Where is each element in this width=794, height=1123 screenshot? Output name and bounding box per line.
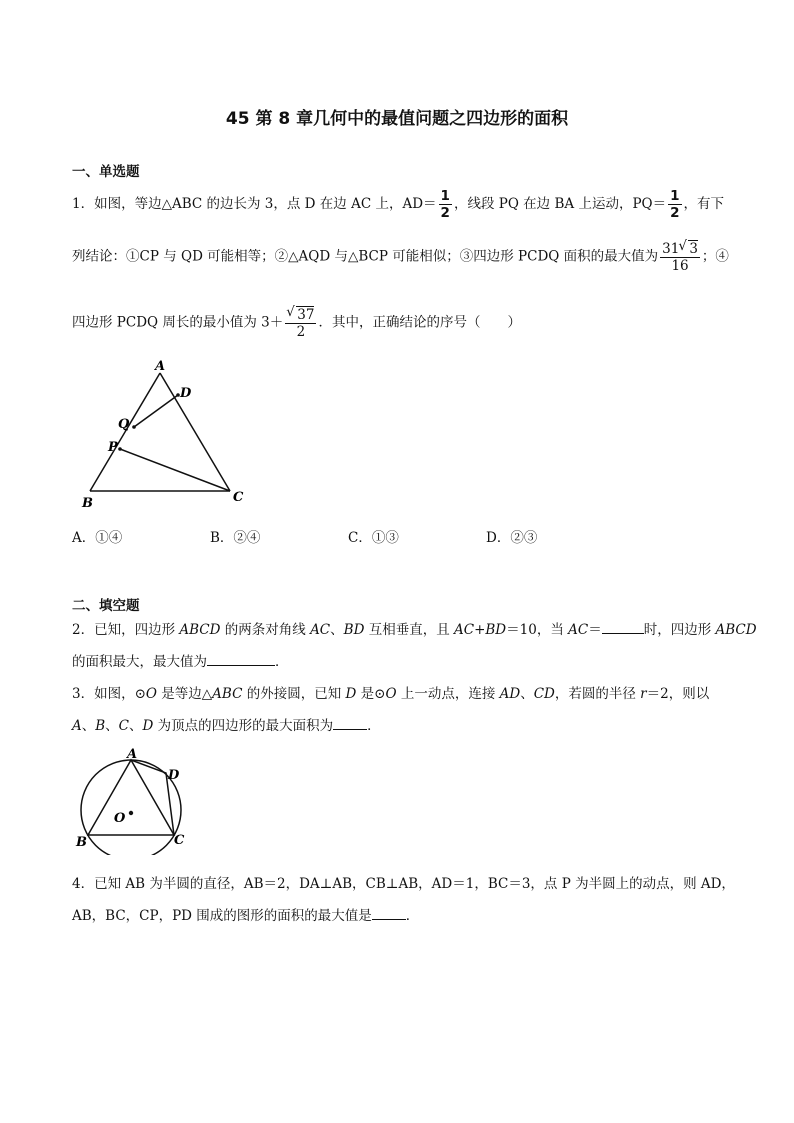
segment-qd [134,395,178,427]
q2-line-1: 2．已知，四边形 ABCD 的两条对角线 AC、BD 互相垂直，且 AC+BD＝10，当 AC＝ 时，四边形 ABCD [72,622,757,638]
fraction-perimeter: √ $\frac{37}{2}$ [285,306,316,340]
label-b: B [82,496,93,511]
center-dot [129,811,133,815]
q2-blank-1[interactable] [602,621,644,634]
section-fill-blank: 二、填空题 [72,598,140,614]
option-c[interactable]: C．①③ [348,530,399,546]
q1-line-3: 四边形 PCDQ 周长的最小值为 3＋ √ $\frac{37}{2}$ ．其中，正确结论的序号（ ） [72,306,521,340]
label-a: A [155,359,166,374]
edge-ab [90,373,160,491]
fraction-area: $\frac{31√ 3}{16}$ [660,240,700,274]
q4-line-1: 4．已知 AB 为半圆的直径，AB＝2，DA⊥AB，CB⊥AB，AD＝1，BC＝3，点 P 为半圆上的动点，则 AD， [72,876,735,892]
q2-blank-2[interactable] [207,653,275,666]
label-b: B [76,835,87,850]
label-d: D [180,386,192,401]
q3-circle-figure [72,745,202,855]
label-c: C [174,833,185,848]
q2-line-2: 的面积最大，最大值为 ． [72,654,289,670]
label-a: A [127,747,138,762]
label-p: P [108,440,118,455]
option-b[interactable]: B．②④ [210,530,261,546]
q4-blank[interactable] [372,907,406,920]
q3-blank[interactable] [333,717,367,730]
q4-line-2: AB，BC，CP，PD 围成的图形的面积的最大值是 ． [72,908,420,924]
q1-line-2: 列结论：①CP 与 QD 可能相等；②△AQD 与△BCP 可能相似；③四边形 PCDQ 面积的最大值为 $\frac{31√ 3}{16}$ ；④ [72,240,729,274]
q3-line-2: A、B、C、D 为顶点的四边形的最大面积为 ． [72,718,381,734]
page-title: 45 第 8 章几何中的最值问题之四边形的面积 [225,109,569,129]
option-d[interactable]: D．②③ [486,530,538,546]
edge-ac [160,373,230,491]
section-single-choice: 一、单选题 [72,164,140,180]
label-q: Q [118,417,130,432]
q3-line-1: 3．如图，⊙O 是等边△ABC 的外接圆，已知 D 是⊙O 上一动点，连接 AD、CD，若圆的半径 r＝2，则以 [72,686,710,702]
segment-pc [120,449,230,491]
label-d: D [168,768,180,783]
q1-line-1: 1．如图，等边△ABC 的边长为 3，点 D 在边 AC 上，AD＝ $\frac{1}{2}$ ，线段 PQ 在边 BA 上运动，PQ＝ $\frac{1}{2}$ ，有下 [72,188,724,221]
fraction-pq: $\frac{1}{2}$ [670,188,680,221]
fraction-ad: $\frac{1}{2}$ [440,188,450,221]
q1-triangle-figure [72,355,262,515]
option-a[interactable]: A．①④ [72,530,123,546]
label-o: O [114,811,126,826]
label-c: C [233,490,244,505]
